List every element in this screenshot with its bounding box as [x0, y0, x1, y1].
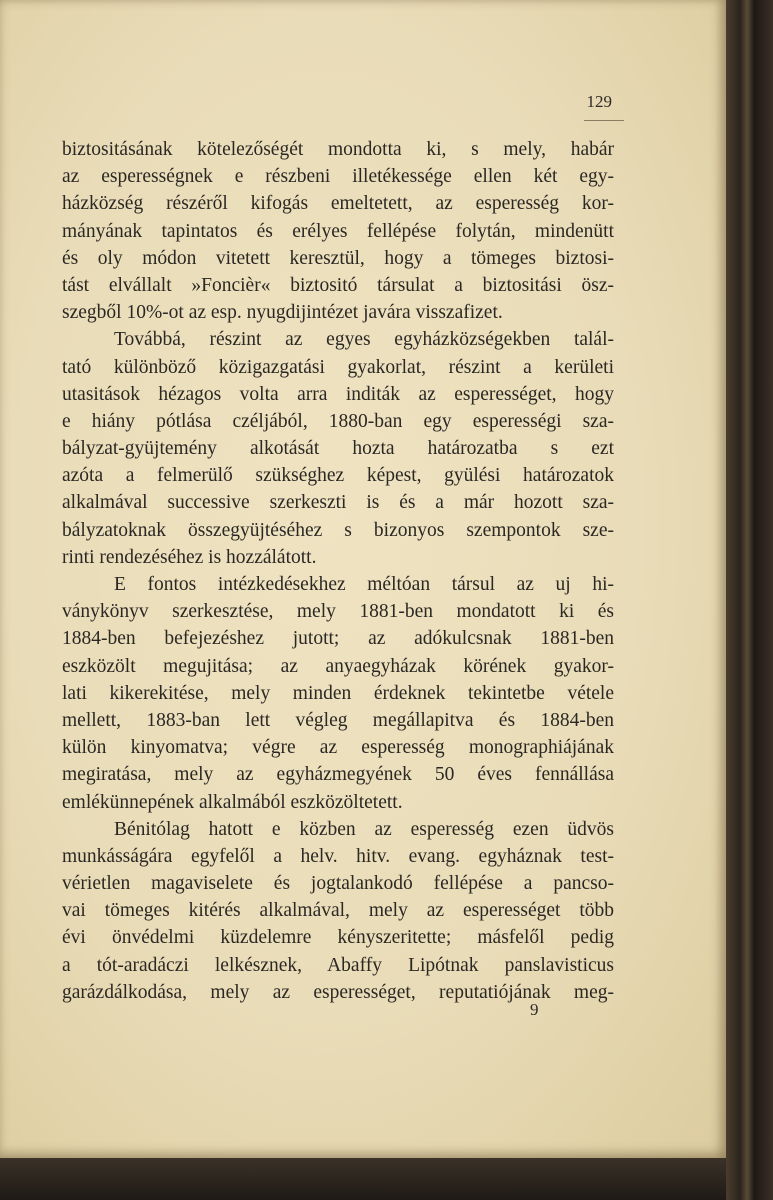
text-line: bályzat-gyüjtemény alkotását hozta határozatba s ezt [62, 438, 614, 460]
text-line: rinti rendezéséhez is hozzálátott. [62, 546, 317, 568]
text-line: ványkönyv szerkesztése, mely 1881-ben mondatott ki és [62, 601, 614, 623]
body-text [62, 136, 614, 1006]
text-line: a tót-aradáczi lelkésznek, Abaffy Lipótnak panslavisticus [62, 954, 614, 976]
text-line: E fontos intézkedésekhez méltóan társul az uj hi- [114, 574, 614, 595]
paragraph [62, 816, 614, 1006]
text-line: 1884-ben befejezéshez jutott; az adókulcsnak 1881-ben [62, 628, 614, 650]
text-line: és oly módon vitetett keresztül, hogy a tömeges biztosi- [62, 247, 614, 269]
text-line: emlékünnepének alkalmából eszközöltetett. [62, 791, 403, 813]
text-line: Továbbá, részint az egyes egyházközségekben talál- [114, 329, 614, 351]
text-line: az esperességnek e részbeni illetékessége ellen két egy- [62, 166, 614, 188]
text-line: garázdálkodása, mely az esperességet, reputatiójának meg- [62, 981, 614, 1003]
paragraph [62, 571, 614, 816]
text-line: bályzatoknak összegyüjtéséhez s bizonyos szempontok sze- [62, 519, 614, 541]
page-number: 129 [586, 92, 612, 111]
text-line: munkásságára egyfelől a helv. hitv. evang. egyháznak test- [62, 845, 614, 867]
text-line: mányának tapintatos és erélyes fellépése folytán, mindenütt [62, 220, 614, 242]
text-line: utasitások hézagos volta arra inditák az esperességet, hogy [62, 383, 614, 405]
text-line: vai tömeges kitérés alkalmával, mely az esperességet több [62, 900, 614, 922]
text-line: vérietlen magaviselete és jogtalankodó fellépése a pancso- [62, 873, 614, 895]
text-line: azóta a felmerülő szükséghez képest, gyülési határozatok [62, 465, 614, 487]
paragraph [62, 326, 614, 571]
text-line: szegből 10%-ot az esp. nyugdijintézet javára visszafizet. [62, 302, 503, 324]
signature-mark: 9 [530, 1000, 539, 1019]
page-bottom-shadow [0, 1158, 726, 1200]
text-line: biztositásának kötelezőségét mondotta ki, s mely, habár [62, 139, 614, 160]
text-line: külön kinyomatva; végre az esperesség monographiájának [62, 737, 614, 759]
text-line: eszközölt megujitása; az anyaegyházak körének gyakor- [62, 655, 614, 677]
text-line: Bénitólag hatott e közben az esperesség ezen üdvös [114, 818, 614, 840]
text-line: mellett, 1883-ban lett végleg megállapitva és 1884-ben [62, 709, 614, 731]
text-line: tató különböző közigazgatási gyakorlat, részint a kerületi [62, 356, 614, 378]
paragraph [62, 136, 614, 326]
text-line: alkalmával successive szerkeszti is és a már hozott sza- [62, 492, 614, 514]
book-edge [726, 0, 773, 1200]
text-line: évi önvédelmi küzdelemre kényszeritette; másfelől pedig [62, 927, 614, 949]
text-line: tást elvállalt »Foncièr« biztositó társulat a biztositási ösz- [62, 274, 614, 296]
text-line: e hiány pótlása czéljából, 1880-ban egy esperességi sza- [62, 410, 614, 432]
header-rule [584, 120, 624, 121]
text-line: megiratása, mely az egyházmegyének 50 éves fennállása [62, 764, 614, 786]
text-line: házközség részéről kifogás emeltetett, az esperesség kor- [62, 193, 614, 215]
text-line: lati kikerekitése, mely minden érdeknek tekintetbe vétele [62, 682, 614, 704]
